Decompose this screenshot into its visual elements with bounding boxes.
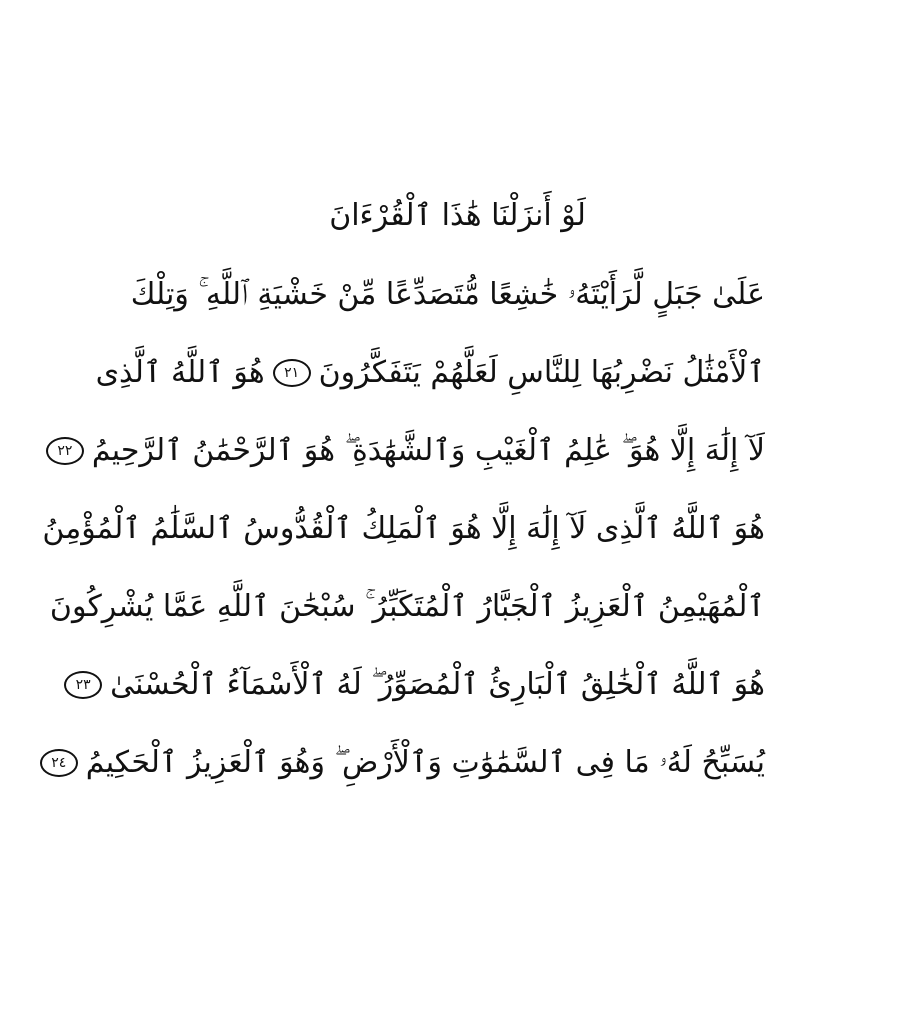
ayah-number-marker: ٢٤ [40,749,78,777]
verse-text: لَآ إِلَٰهَ إِلَّا هُوَ ۖ عَٰلِمُ ٱلْغَيْبِ وَٱلشَّهَٰدَةِ ۖ هُوَ ٱلرَّحْمَٰنُ ٱلرَّحِيمُ [91,433,765,468]
verse-line-6 [49,580,765,634]
verse-text: هُوَ ٱللَّهُ ٱلَّذِى لَآ إِلَٰهَ إِلَّا هُوَ ٱلْمَلِكُ ٱلْقُدُّوسُ ٱلسَّلَٰمُ ٱلْمُؤْمِنُ [42,511,765,546]
ayah-number-marker: ٢١ [273,359,311,387]
verse-text: هُوَ ٱللَّهُ ٱلَّذِى [95,355,265,390]
verse-text: عَلَىٰ جَبَلٍ لَّرَأَيْتَهُۥ خَٰشِعًا مُّتَصَدِّعًا مِّنْ خَشْيَةِ ٱللَّهِ ۚ وَتِلْكَ [130,277,765,312]
ayah-number-marker: ٢٣ [64,671,102,699]
ayah-number-marker: ٢٢ [46,437,84,465]
verse-text: لَوْ أَنزَلْنَا هَٰذَا ٱلْقُرْءَانَ [329,198,586,233]
verse-line-5 [42,502,765,556]
verse-text: يُسَبِّحُ لَهُۥ مَا فِى ٱلسَّمَٰوَٰتِ وَٱلْأَرْضِ ۖ وَهُوَ ٱلْعَزِيزُ ٱلْحَكِيمُ [85,745,765,780]
verse-text: ٱلْأَمْثَٰلُ نَضْرِبُهَا لِلنَّاسِ لَعَلَّهُمْ يَتَفَكَّرُونَ [318,355,765,390]
verse-line-2 [130,268,765,322]
verse-text: ٱلْمُهَيْمِنُ ٱلْعَزِيزُ ٱلْجَبَّارُ ٱلْمُتَكَبِّرُ ۚ سُبْحَٰنَ ٱللَّهِ عَمَّا يُشْرِكُونَ [49,589,765,624]
verse-line-1 [150,190,765,242]
quran-verses-block [42,190,765,814]
verse-line-3 [95,346,765,400]
verse-line-4 [57,424,765,478]
verse-line-8 [51,736,765,790]
verse-line-7 [75,658,765,712]
verse-text: هُوَ ٱللَّهُ ٱلْخَٰلِقُ ٱلْبَارِئُ ٱلْمُصَوِّرُ ۖ لَهُ ٱلْأَسْمَآءُ ٱلْحُسْنَىٰ [110,667,765,702]
